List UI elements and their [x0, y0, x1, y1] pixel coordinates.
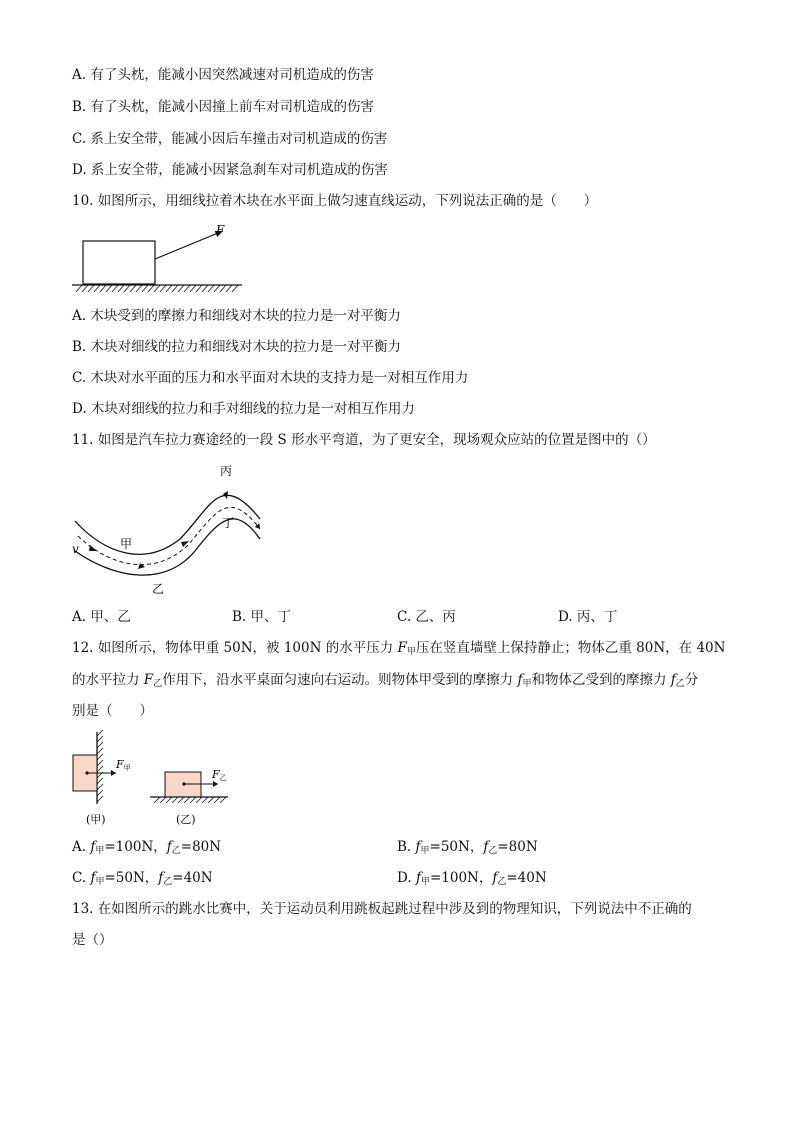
q10-option-b: B. 木块对细线的拉力和细线对木块的拉力是一对平衡力 — [72, 339, 402, 355]
q10-option-a: A. 木块受到的摩擦力和细线对木块的拉力是一对平衡力 — [72, 308, 401, 324]
q11-label-ding: 丁 — [222, 516, 235, 530]
q12-stem-line2: 的水平拉力 $F_乙$作用下，沿水平桌面匀速向右运动。则物体甲受到的摩擦力 $f_甲$和物体乙受到的摩擦力 $f_乙$分 — [72, 672, 699, 689]
q11-arrow-2 — [138, 563, 145, 569]
q10-force-label: F — [216, 223, 225, 237]
q11-arrow-3 — [181, 541, 189, 547]
q11-label-jia: 甲 — [120, 537, 133, 551]
q11-arrow-4 — [223, 491, 228, 499]
q12-option-b: B. $f_甲=50N$，$f_乙=80N$ — [397, 839, 538, 856]
q12-option-c: C. $f_甲=50N$，$f_乙=40N$ — [72, 870, 213, 887]
q9-option-b: B. 有了头枕，能减小因撞上前车对司机造成的伤害 — [72, 99, 375, 115]
q10-stem: 10. 如图所示，用细线拉着木块在水平面上做匀速直线运动，下列说法正确的是（ ） — [72, 193, 598, 209]
q11-option-d: D. 丙、丁 — [558, 609, 618, 625]
q9-option-a: A. 有了头枕，能减小因突然减速对司机造成的伤害 — [72, 67, 374, 83]
q10-string-arrow — [155, 231, 223, 259]
q11-arrow-1 — [89, 545, 97, 551]
q11-label-bing: 丙 — [220, 464, 233, 478]
q12-option-d: D. $f_甲=100N$，$f_乙=40N$ — [397, 870, 547, 887]
q13-stem-line2: 是（） — [72, 932, 113, 948]
q12-wall-hatch — [97, 730, 103, 802]
q12-figure — [68, 730, 238, 830]
q10-block — [83, 241, 155, 284]
q10-ground-hatch — [76, 285, 238, 292]
q11-figure — [70, 459, 270, 599]
q9-option-c: C. 系上安全带，能减小因后车撞击对司机造成的伤害 — [72, 131, 388, 147]
q12-label-F-jia: F甲 — [116, 758, 131, 772]
q11-option-b: B. 甲、丁 — [232, 609, 292, 625]
q13-stem-line1: 13. 在如图所示的跳水比赛中，关于运动员利用跳板起跳过程中涉及到的物理知识，下列说法中不正确的 — [72, 901, 692, 917]
q10-figure — [70, 222, 250, 297]
q12-caption-jia: (甲) — [86, 813, 106, 826]
q11-label-v: v — [72, 542, 79, 556]
q11-option-c: C. 乙、丙 — [397, 609, 456, 625]
q10-option-d: D. 木块对细线的拉力和手对细线的拉力是一对相互作用力 — [72, 401, 415, 417]
q12-stem-line3: 别是（ ） — [72, 703, 153, 719]
q11-stem: 11. 如图是汽车拉力赛途经的一段 S 形水平弯道，为了更安全，现场观众应站的位置是图中的（） — [72, 432, 656, 448]
q11-label-yi: 乙 — [152, 582, 165, 596]
q12-table-hatch — [154, 797, 226, 803]
q11-option-a: A. 甲、乙 — [72, 609, 131, 625]
q9-option-d: D. 系上安全带，能减小因紧急刹车对司机造成的伤害 — [72, 162, 388, 178]
q12-caption-yi: (乙) — [176, 813, 196, 826]
q10-option-c: C. 木块对水平面的压力和水平面对木块的支持力是一对相互作用力 — [72, 370, 469, 386]
q12-option-a: A. $f_甲=100N$，$f_乙=80N$ — [72, 839, 222, 856]
q12-stem-line1: 12. 如图所示，物体甲重 50N，被 100N 的水平压力 $F_甲$压在竖直墙壁上保持静止；物体乙重 80N，在 40N — [72, 640, 726, 657]
q12-label-F-yi: F乙 — [212, 768, 227, 782]
